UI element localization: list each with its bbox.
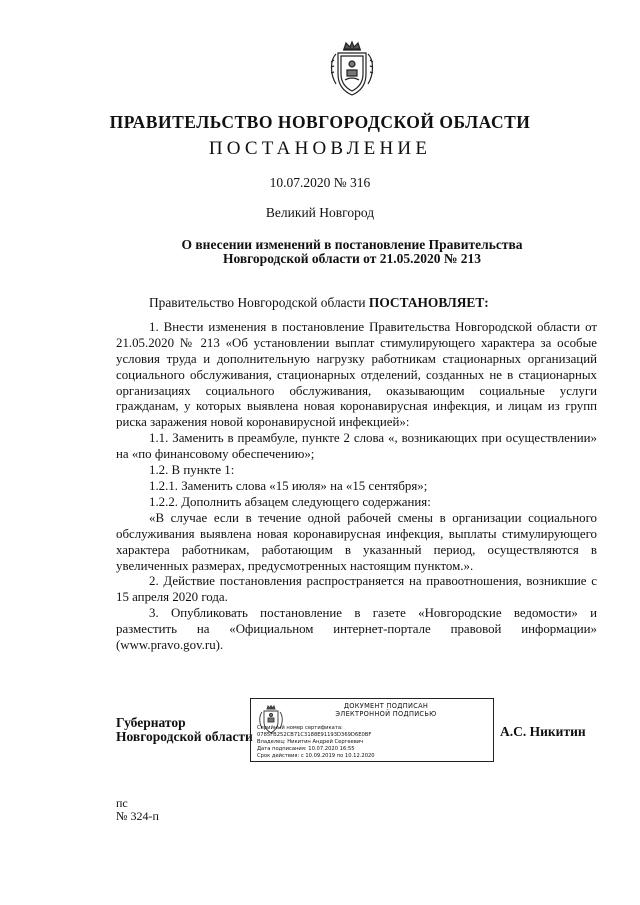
stamp-serial-value: 0785FB252CB71C3188E91193D369D6E0BF [257,732,372,738]
intro-bold: ПОСТАНОВЛЯЕТ: [368,295,489,310]
stamp-serial-label: Серийный номер сертификата: [257,725,343,731]
signatory-title-line-2: Новгородской области [116,729,253,744]
document-subject [120,238,584,266]
stamp-validity: Срок действия: с 10.09.2019 по 10.12.2020 [257,753,375,759]
subject-line-2: Новгородской области от 21.05.2020 № 213 [222,251,482,266]
intro-text: Правительство Новгородской области [149,295,369,310]
signatory-name: А.С. Никитин [500,724,586,739]
signatory-title [116,716,253,744]
footer-line-1: пс [116,796,128,810]
subject-line-1: О внесении изменений в постановление Правительства [181,237,523,252]
footer-code [116,797,159,823]
paragraph-1-2: 1.2. В пункте 1: [149,463,235,478]
organization-title: ПРАВИТЕЛЬСТВО НОВГОРОДСКОЙ ОБЛАСТИ [109,112,531,132]
intro-paragraph [116,295,597,311]
city: Великий Новгород [265,205,375,220]
paragraph-1-1: 1.1. Заменить в преамбуле, пункте 2 слова «, возникающих при осуществлении» на «по финансовому обеспечению»; [116,431,597,462]
stamp-header-line-1: ДОКУМЕНТ ПОДПИСАН [343,702,429,710]
paragraph-1-2-1: 1.2.1. Заменить слова «15 июля» на «15 сентября»; [149,478,428,493]
document-type: ПОСТАНОВЛЕНИЕ [208,138,432,159]
stamp-owner: Владелец: Никитин Андрей Сергеевич [257,739,364,745]
coat-of-arms-emblem [326,40,378,98]
paragraph-1: 1. Внести изменения в постановление Правительства Новгородской области от 21.05.2020 № 213 «Об установлении выплат стимулирующего характера за особые условия труда и дополнительную нагрузку работникам стационарных организаций социального обслуживания, стационарных отделений, созданных не в стационарных организациях социального обслуживания, оказывающим социальные услуги гражданам, у которых выявлена новая коронавирусная инфекция, и лицам из групп риска заражения новой коронавирусной инфекцией»: [116,319,597,430]
electronic-signature-stamp [250,698,494,762]
paragraph-3: 3. Опубликовать постановление в газете «Новгородские ведомости» и разместить на «Официальном интернет-портале правовой информации» (www.pravo.gov.ru). [116,606,597,653]
document-body [116,295,597,654]
paragraph-1-2-2: 1.2.2. Дополнить абзацем следующего содержания: [149,494,431,509]
stamp-header-line-2: ЭЛЕКТРОННОЙ ПОДПИСЬЮ [335,710,437,718]
date-number: 10.07.2020 № 316 [269,175,371,190]
paragraph-quote: «В случае если в течение одной рабочей смены в организации социального обслуживания выявлена новая коронавирусная инфекция, выплаты стимулирующего характера работникам, работающим в указанный период, осуществляются в увеличенных размерах, предусмотренных настоящим пунктом.». [116,510,597,573]
footer-line-2: № 324-п [116,809,159,823]
signatory-title-line-1: Губернатор [116,715,186,730]
stamp-signed-date: Дата подписания: 10.07.2020 16:55 [257,746,355,752]
stamp-header [291,702,481,718]
paragraph-2: 2. Действие постановления распространяется на правоотношения, возникшие с 15 апреля 2020 года. [116,574,597,605]
